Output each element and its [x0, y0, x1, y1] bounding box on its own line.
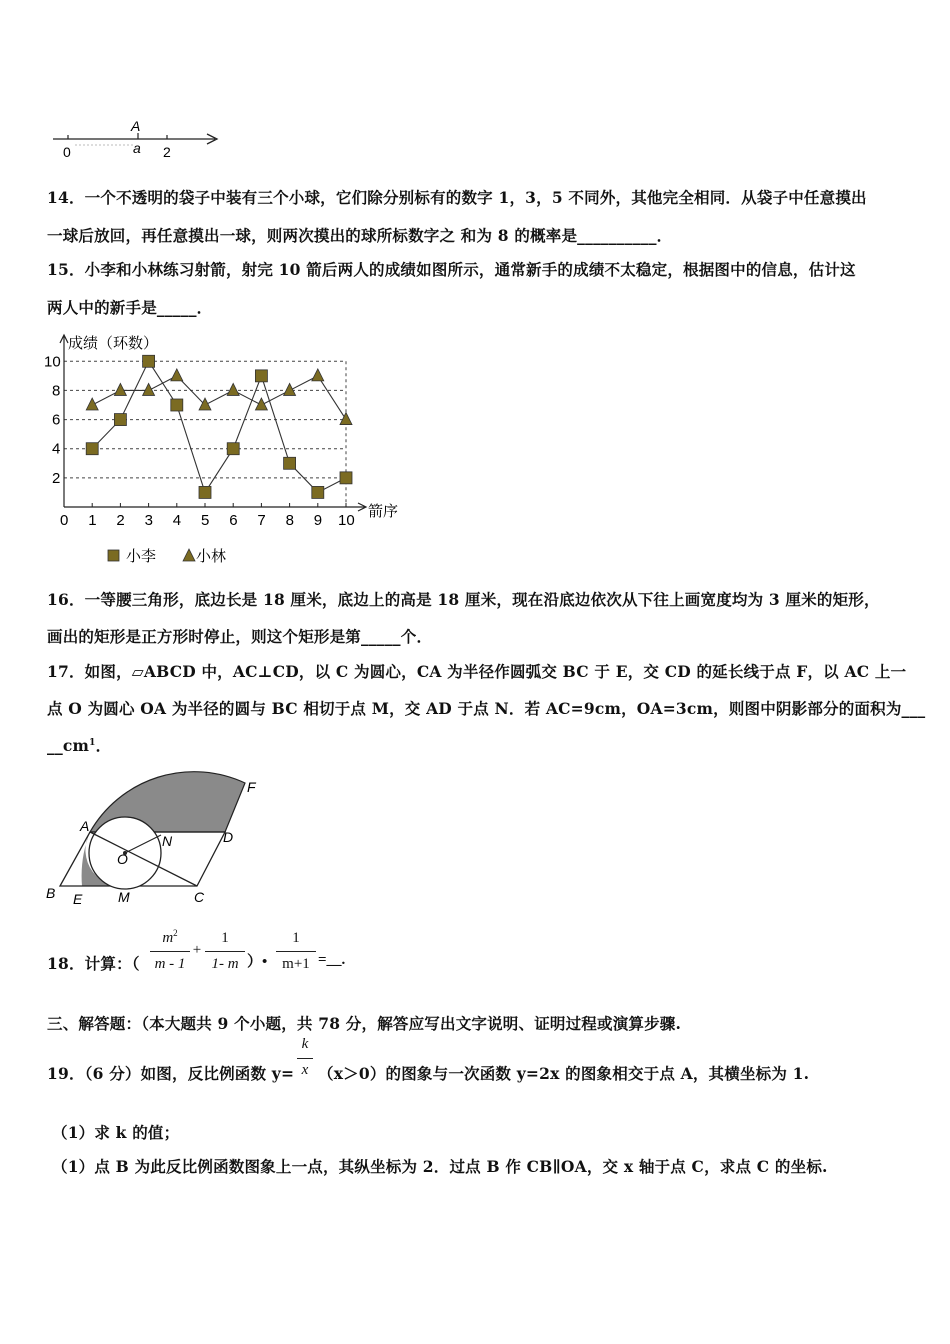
series-1-point-5	[199, 486, 211, 498]
q18-frac2-num: 1	[221, 930, 229, 946]
legend-series-1: 小李	[126, 548, 157, 565]
q18-frac1-num: $m^2$	[162, 928, 178, 946]
q18-frac3-bar	[276, 951, 316, 952]
x-tick-label-2: 2	[116, 512, 125, 529]
tick-0-label: 0	[63, 144, 71, 160]
series-2-point-7	[255, 398, 267, 410]
x-tick-label-10: 10	[338, 512, 355, 529]
q19-prefix: 19．（6 分）如图，反比例函数 y=	[47, 1064, 295, 1083]
series-2-point-5	[199, 398, 211, 410]
point-a-label: A	[131, 118, 141, 134]
series-1-point-3	[143, 355, 155, 367]
series-2-point-8	[284, 383, 296, 395]
q17-line3-pre: __cm	[47, 736, 90, 755]
series-2-point-3	[143, 383, 155, 395]
x-tick-label-1: 1	[88, 512, 97, 529]
x-tick-label-8: 8	[285, 512, 294, 529]
parallelogram-figure	[40, 768, 270, 910]
legend-triangle-marker	[183, 549, 195, 561]
q15-line1: 15．小李和小林练习射箭，射完 10 箭后两人的成绩如图所示，通常新手的成绩不太稳定，根据图中的信息，估计这	[47, 260, 856, 279]
q18-frac1-den: m - 1	[154, 956, 186, 972]
x-tick-label-5: 5	[201, 512, 210, 529]
tick-a-label: a	[133, 140, 141, 156]
y-tick-label-6: 6	[52, 411, 61, 429]
y-tick-label-10: 10	[44, 353, 61, 371]
label-M: M	[118, 889, 130, 905]
q18-frac1-bar	[150, 951, 190, 952]
q18-prefix: 18．计算：（	[47, 954, 140, 973]
q18-frac2-bar	[205, 951, 245, 952]
label-E: E	[73, 891, 83, 907]
q17-line3-post: ．	[95, 736, 112, 755]
q17-line3	[47, 734, 111, 756]
y-tick-label-2: 2	[52, 469, 61, 487]
x-tick-label-3: 3	[144, 512, 153, 529]
q18-suffix: =__.	[318, 952, 346, 968]
series-2-point-4	[171, 369, 183, 381]
q16-line2: 画出的矩形是正方形时停止，则这个矩形是第_____个．	[47, 627, 433, 646]
q18-frac3-num: 1	[292, 930, 300, 946]
tick-2-label: 2	[163, 144, 171, 160]
label-N: N	[162, 833, 173, 849]
q14-line2: 一球后放回，再任意摸出一球，则两次摸出的球所标数字之 和为 8 的概率是__________．	[47, 226, 673, 245]
series-2-point-6	[227, 383, 239, 395]
score-chart	[40, 328, 420, 573]
y-tick-label-4: 4	[52, 440, 61, 458]
q17-sup: 1	[89, 737, 96, 748]
q19-frac-num: k	[301, 1036, 309, 1052]
series-1-point-9	[312, 486, 324, 498]
label-D: D	[223, 829, 234, 845]
series-line-2	[92, 376, 346, 420]
series-2-point-2	[114, 383, 126, 395]
chart-ylabel: 成绩（环数）	[68, 335, 159, 352]
series-1-point-4	[171, 399, 183, 411]
series-2-point-9	[312, 369, 324, 381]
number-line-figure	[45, 112, 235, 164]
x-tick-label-7: 7	[257, 512, 266, 529]
label-A: A	[80, 818, 90, 834]
series-1-point-7	[255, 370, 267, 382]
series-1-point-10	[340, 472, 352, 484]
section3-heading: 三、解答题：（本大题共 9 个小题，共 78 分，解答应写出文字说明、证明过程或演算步骤.	[47, 1014, 682, 1033]
q18-plus: +	[192, 942, 202, 958]
q18-frac3-den: m+1	[282, 956, 310, 972]
series-1-point-2	[114, 414, 126, 426]
q18-close-dot: ）•	[247, 954, 268, 970]
q15-line2: 两人中的新手是_____．	[47, 298, 213, 317]
series-1-point-8	[284, 457, 296, 469]
q19-part2: （1）点 B 为此反比例函数图象上一点，其纵坐标为 2．过点 B 作 CB∥OA，交 x 轴于点 C，求点 C 的坐标.	[52, 1157, 828, 1176]
q17-line1: 17．如图，▱ABCD 中，AC⊥CD，以 C 为圆心，CA 为半径作圆弧交 BC 于 E，交 CD 的延长线于点 F，以 AC 上一	[47, 662, 907, 681]
y-tick-label-8: 8	[52, 382, 61, 400]
series-1-point-6	[227, 443, 239, 455]
q16-line1: 16．一等腰三角形，底边长是 18 厘米，底边上的高是 18 厘米，现在沿底边依次从下往上画宽度均为 3 厘米的矩形，	[47, 590, 880, 609]
label-C: C	[194, 889, 205, 905]
series-1-point-1	[86, 443, 98, 455]
series-2-point-10	[340, 413, 352, 425]
legend-square-marker	[108, 550, 119, 561]
x-tick-label-9: 9	[313, 512, 323, 529]
q17-line2: 点 O 为圆心 OA 为半径的圆与 BC 相切于点 M，交 AD 于点 N．若 AC=9cm，OA=3cm，则图中阴影部分的面积为___	[47, 699, 926, 718]
label-B: B	[46, 885, 56, 901]
chart-legend	[108, 547, 226, 565]
q19-frac-den: x	[301, 1062, 309, 1078]
q19-suffix: （x＞0）的图象与一次函数 y=2x 的图象相交于点 A，其横坐标为 1.	[318, 1064, 810, 1083]
label-O: O	[117, 851, 128, 867]
x-tick-label-4: 4	[172, 512, 182, 529]
series-2-point-1	[86, 398, 98, 410]
x-tick-label-0: 0	[60, 512, 69, 529]
legend-series-2: 小林	[196, 548, 227, 565]
q19-frac-bar	[297, 1058, 313, 1059]
q19-part1: （1）求 k 的值；	[52, 1123, 180, 1142]
x-tick-label-6: 6	[229, 512, 238, 529]
label-F: F	[247, 779, 256, 795]
q14-line1: 14．一个不透明的袋子中装有三个小球，它们除分别标有的数字 1，3，5 不同外，其他完全相同．从袋子中任意摸出	[47, 188, 867, 207]
chart-xlabel: 箭序	[368, 503, 399, 520]
q18-frac2-den: 1- m	[211, 956, 239, 972]
